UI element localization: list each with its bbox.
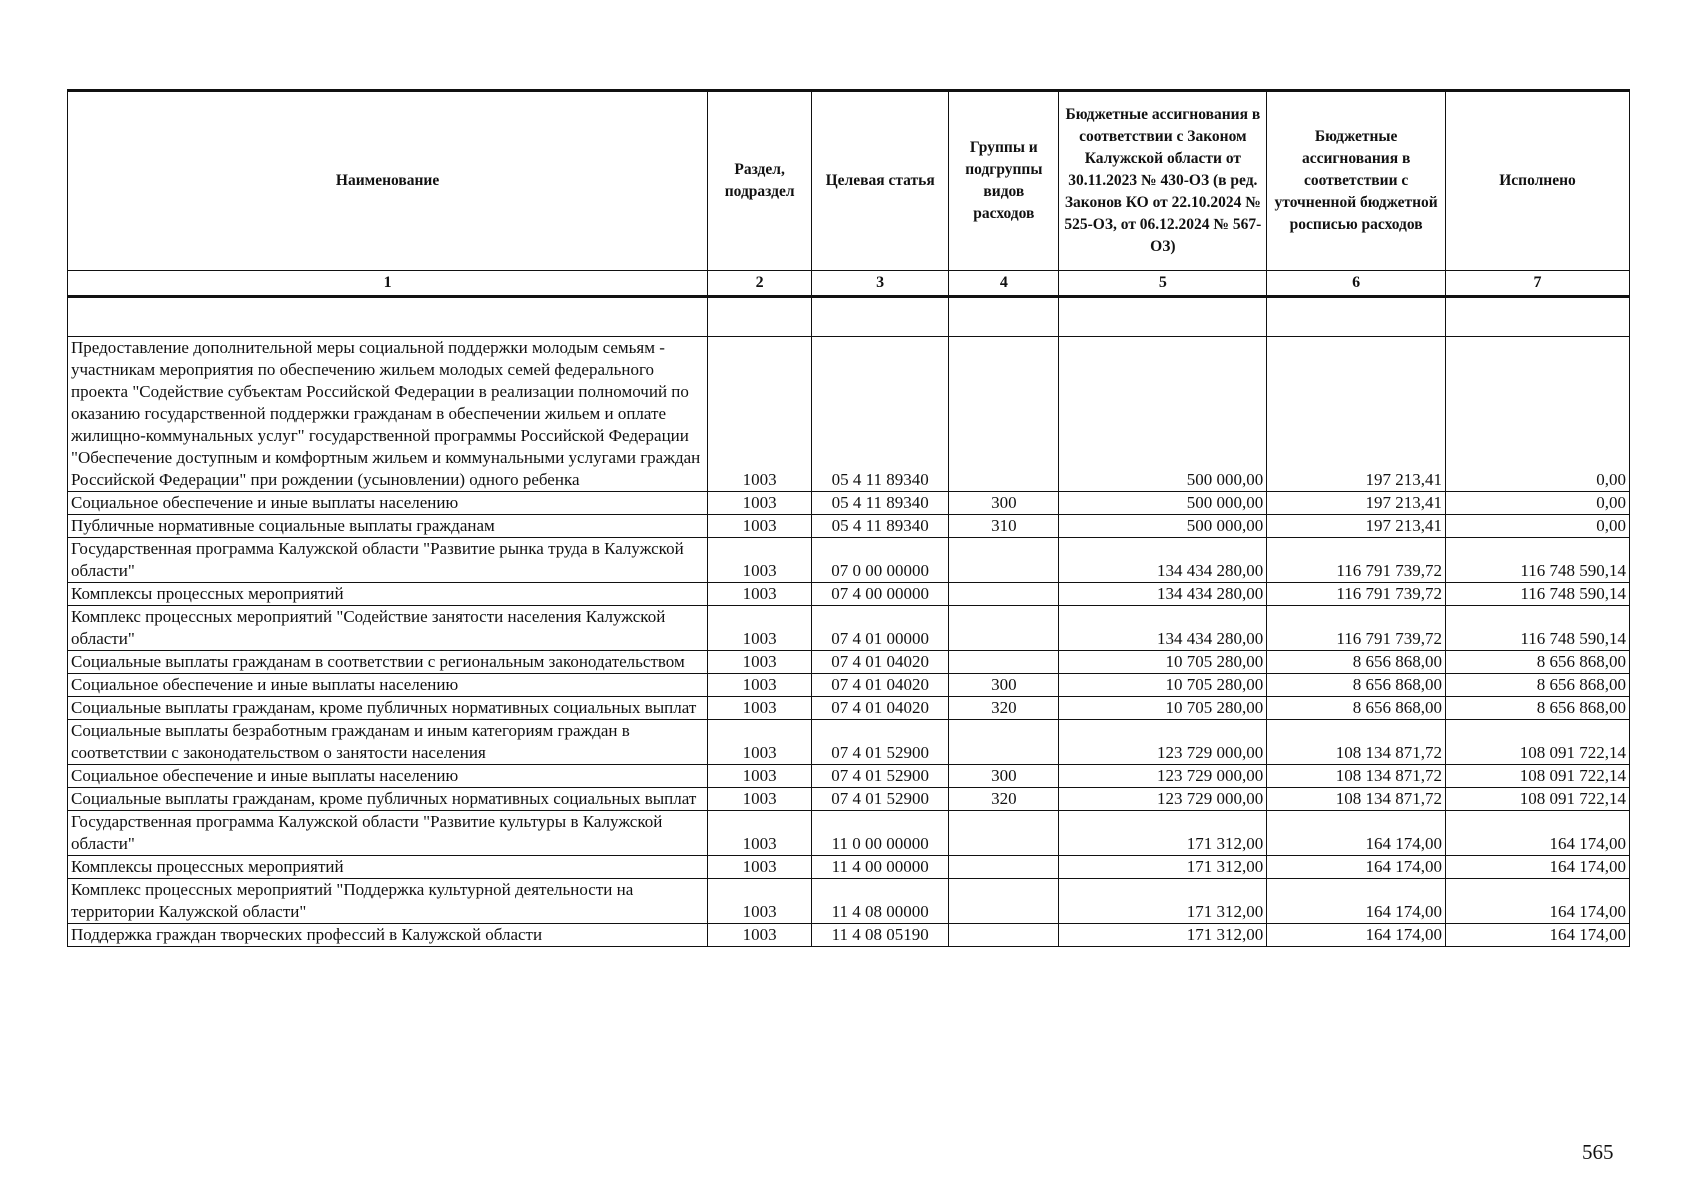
- header-refined: Бюджетные ассигнования в соответствии с уточненной бюджетной росписью расходов: [1267, 91, 1446, 271]
- cell-name: Социальные выплаты безработным гражданам и иным категориям граждан в соответствии с законодательством о занятости населения: [68, 720, 708, 765]
- cell-refined-amount: 116 791 739,72: [1267, 606, 1446, 651]
- cell-section: 1003: [708, 337, 812, 492]
- cell-group: [949, 879, 1059, 924]
- cell-section: 1003: [708, 697, 812, 720]
- page-number: 565: [1582, 1140, 1614, 1164]
- cell-law-amount: 500 000,00: [1059, 492, 1267, 515]
- cell-executed-amount: 0,00: [1446, 515, 1630, 538]
- column-number: 3: [812, 271, 949, 297]
- column-number: 5: [1059, 271, 1267, 297]
- cell-group: [949, 924, 1059, 947]
- cell-name: Социальные выплаты гражданам, кроме публичных нормативных социальных выплат: [68, 788, 708, 811]
- cell-executed-amount: 164 174,00: [1446, 811, 1630, 856]
- cell-group: [949, 583, 1059, 606]
- cell-group: [949, 606, 1059, 651]
- cell-refined-amount: 164 174,00: [1267, 856, 1446, 879]
- cell-executed-amount: 116 748 590,14: [1446, 583, 1630, 606]
- table-row: [68, 538, 1630, 583]
- cell-law-amount: 171 312,00: [1059, 924, 1267, 947]
- cell-name: Социальные выплаты гражданам, кроме публичных нормативных социальных выплат: [68, 697, 708, 720]
- cell-target: 11 0 00 00000: [812, 811, 949, 856]
- cell-refined-amount: 8 656 868,00: [1267, 651, 1446, 674]
- cell-section: 1003: [708, 856, 812, 879]
- cell-refined-amount: 108 134 871,72: [1267, 720, 1446, 765]
- cell-executed-amount: 108 091 722,14: [1446, 765, 1630, 788]
- cell-target: 07 4 01 04020: [812, 697, 949, 720]
- table-row: [68, 651, 1630, 674]
- cell-name: Государственная программа Калужской области "Развитие культуры в Калужской области": [68, 811, 708, 856]
- budget-table: [67, 89, 1630, 947]
- cell-group: 300: [949, 674, 1059, 697]
- table-row: [68, 492, 1630, 515]
- cell-law-amount: 171 312,00: [1059, 811, 1267, 856]
- cell-law-amount: 134 434 280,00: [1059, 583, 1267, 606]
- column-number: 4: [949, 271, 1059, 297]
- header-executed: Исполнено: [1446, 91, 1630, 271]
- cell-group: [949, 856, 1059, 879]
- cell-group: 320: [949, 697, 1059, 720]
- cell-section: 1003: [708, 492, 812, 515]
- cell-name: Социальное обеспечение и иные выплаты населению: [68, 674, 708, 697]
- cell-refined-amount: 116 791 739,72: [1267, 583, 1446, 606]
- column-number: 7: [1446, 271, 1630, 297]
- cell-group: 310: [949, 515, 1059, 538]
- header-name: Наименование: [68, 91, 708, 271]
- cell-target: 05 4 11 89340: [812, 515, 949, 538]
- cell-name: Комплексы процессных мероприятий: [68, 583, 708, 606]
- table-row: [68, 879, 1630, 924]
- cell-section: 1003: [708, 606, 812, 651]
- cell-executed-amount: 164 174,00: [1446, 856, 1630, 879]
- cell-target: 05 4 11 89340: [812, 337, 949, 492]
- cell-law-amount: 500 000,00: [1059, 515, 1267, 538]
- table-row: [68, 337, 1630, 492]
- cell-section: 1003: [708, 765, 812, 788]
- cell-name: Социальные выплаты гражданам в соответствии с региональным законодательством: [68, 651, 708, 674]
- cell-name: Предоставление дополнительной меры социальной поддержки молодым семьям - участникам мероприятия по обеспечению жильем молодых семей федерального проекта "Содействие субъектам Российской Федерации в реализации полномочий по оказанию государственной поддержки гражданам в обеспечении жильем и оплате жилищно-коммунальных услуг" государственной программы Российской Федерации "Обеспечение доступным и комфортным жильем и коммунальными услугами граждан Российской Федерации" при рождении (усыновлении) одного ребенка: [68, 337, 708, 492]
- table-body: [68, 297, 1630, 947]
- cell-executed-amount: 164 174,00: [1446, 924, 1630, 947]
- cell-executed-amount: 8 656 868,00: [1446, 651, 1630, 674]
- cell-target: 07 4 01 52900: [812, 720, 949, 765]
- cell-refined-amount: 197 213,41: [1267, 337, 1446, 492]
- cell-target: 07 4 01 00000: [812, 606, 949, 651]
- cell-name: Государственная программа Калужской области "Развитие рынка труда в Калужской области": [68, 538, 708, 583]
- cell-section: 1003: [708, 811, 812, 856]
- cell-section: 1003: [708, 788, 812, 811]
- cell-law-amount: 171 312,00: [1059, 856, 1267, 879]
- cell-refined-amount: 164 174,00: [1267, 879, 1446, 924]
- cell-group: [949, 538, 1059, 583]
- cell-target: 11 4 08 00000: [812, 879, 949, 924]
- cell-executed-amount: 0,00: [1446, 337, 1630, 492]
- cell-executed-amount: 8 656 868,00: [1446, 697, 1630, 720]
- cell-name: Комплекс процессных мероприятий "Поддержка культурной деятельности на территории Калужской области": [68, 879, 708, 924]
- cell-section: 1003: [708, 924, 812, 947]
- cell-name: Комплекс процессных мероприятий "Содействие занятости населения Калужской области": [68, 606, 708, 651]
- cell-name: Поддержка граждан творческих профессий в Калужской области: [68, 924, 708, 947]
- cell-group: [949, 651, 1059, 674]
- cell-refined-amount: 197 213,41: [1267, 515, 1446, 538]
- cell-group: [949, 337, 1059, 492]
- cell-refined-amount: 8 656 868,00: [1267, 697, 1446, 720]
- cell-law-amount: 10 705 280,00: [1059, 651, 1267, 674]
- cell-target: 07 4 01 04020: [812, 674, 949, 697]
- cell-section: 1003: [708, 515, 812, 538]
- table-row: [68, 515, 1630, 538]
- cell-name: Социальное обеспечение и иные выплаты населению: [68, 492, 708, 515]
- cell-refined-amount: 164 174,00: [1267, 811, 1446, 856]
- cell-target: 07 4 01 52900: [812, 765, 949, 788]
- cell-law-amount: 10 705 280,00: [1059, 697, 1267, 720]
- cell-law-amount: 134 434 280,00: [1059, 606, 1267, 651]
- cell-refined-amount: 164 174,00: [1267, 924, 1446, 947]
- cell-executed-amount: 8 656 868,00: [1446, 674, 1630, 697]
- cell-target: 07 0 00 00000: [812, 538, 949, 583]
- spacer-row: [68, 297, 1630, 337]
- cell-law-amount: 134 434 280,00: [1059, 538, 1267, 583]
- cell-section: 1003: [708, 651, 812, 674]
- table-row: [68, 856, 1630, 879]
- header-target: Целевая статья: [812, 91, 949, 271]
- header-law: Бюджетные ассигнования в соответствии с Законом Калужской области от 30.11.2023 № 430-ОЗ (в ред. Законов КО от 22.10.2024 № 525-ОЗ, от 06.12.2024 № 567-ОЗ): [1059, 91, 1267, 271]
- cell-law-amount: 500 000,00: [1059, 337, 1267, 492]
- cell-target: 07 4 01 52900: [812, 788, 949, 811]
- cell-law-amount: 123 729 000,00: [1059, 765, 1267, 788]
- header-section: Раздел, подраздел: [708, 91, 812, 271]
- column-number: 1: [68, 271, 708, 297]
- cell-law-amount: 123 729 000,00: [1059, 788, 1267, 811]
- cell-target: 11 4 00 00000: [812, 856, 949, 879]
- cell-group: [949, 720, 1059, 765]
- cell-section: 1003: [708, 674, 812, 697]
- cell-target: 07 4 01 04020: [812, 651, 949, 674]
- cell-executed-amount: 116 748 590,14: [1446, 606, 1630, 651]
- cell-law-amount: 10 705 280,00: [1059, 674, 1267, 697]
- cell-section: 1003: [708, 538, 812, 583]
- table-row: [68, 583, 1630, 606]
- table-row: [68, 811, 1630, 856]
- cell-refined-amount: 116 791 739,72: [1267, 538, 1446, 583]
- cell-refined-amount: 197 213,41: [1267, 492, 1446, 515]
- cell-executed-amount: 108 091 722,14: [1446, 788, 1630, 811]
- cell-executed-amount: 116 748 590,14: [1446, 538, 1630, 583]
- cell-law-amount: 171 312,00: [1059, 879, 1267, 924]
- cell-section: 1003: [708, 720, 812, 765]
- cell-law-amount: 123 729 000,00: [1059, 720, 1267, 765]
- cell-refined-amount: 108 134 871,72: [1267, 788, 1446, 811]
- table-row: [68, 697, 1630, 720]
- table-row: [68, 765, 1630, 788]
- cell-group: [949, 811, 1059, 856]
- cell-group: 320: [949, 788, 1059, 811]
- column-number: 6: [1267, 271, 1446, 297]
- cell-group: 300: [949, 492, 1059, 515]
- cell-name: Публичные нормативные социальные выплаты гражданам: [68, 515, 708, 538]
- cell-target: 05 4 11 89340: [812, 492, 949, 515]
- column-number: 2: [708, 271, 812, 297]
- cell-group: 300: [949, 765, 1059, 788]
- table-row: [68, 924, 1630, 947]
- cell-executed-amount: 164 174,00: [1446, 879, 1630, 924]
- cell-executed-amount: 108 091 722,14: [1446, 720, 1630, 765]
- table-row: [68, 788, 1630, 811]
- cell-name: Комплексы процессных мероприятий: [68, 856, 708, 879]
- cell-executed-amount: 0,00: [1446, 492, 1630, 515]
- cell-section: 1003: [708, 879, 812, 924]
- header-groups: Группы и подгруппы видов расходов: [949, 91, 1059, 271]
- cell-name: Социальное обеспечение и иные выплаты населению: [68, 765, 708, 788]
- cell-refined-amount: 108 134 871,72: [1267, 765, 1446, 788]
- cell-target: 07 4 00 00000: [812, 583, 949, 606]
- table-row: [68, 606, 1630, 651]
- cell-section: 1003: [708, 583, 812, 606]
- table-row: [68, 674, 1630, 697]
- table-row: [68, 720, 1630, 765]
- cell-target: 11 4 08 05190: [812, 924, 949, 947]
- cell-refined-amount: 8 656 868,00: [1267, 674, 1446, 697]
